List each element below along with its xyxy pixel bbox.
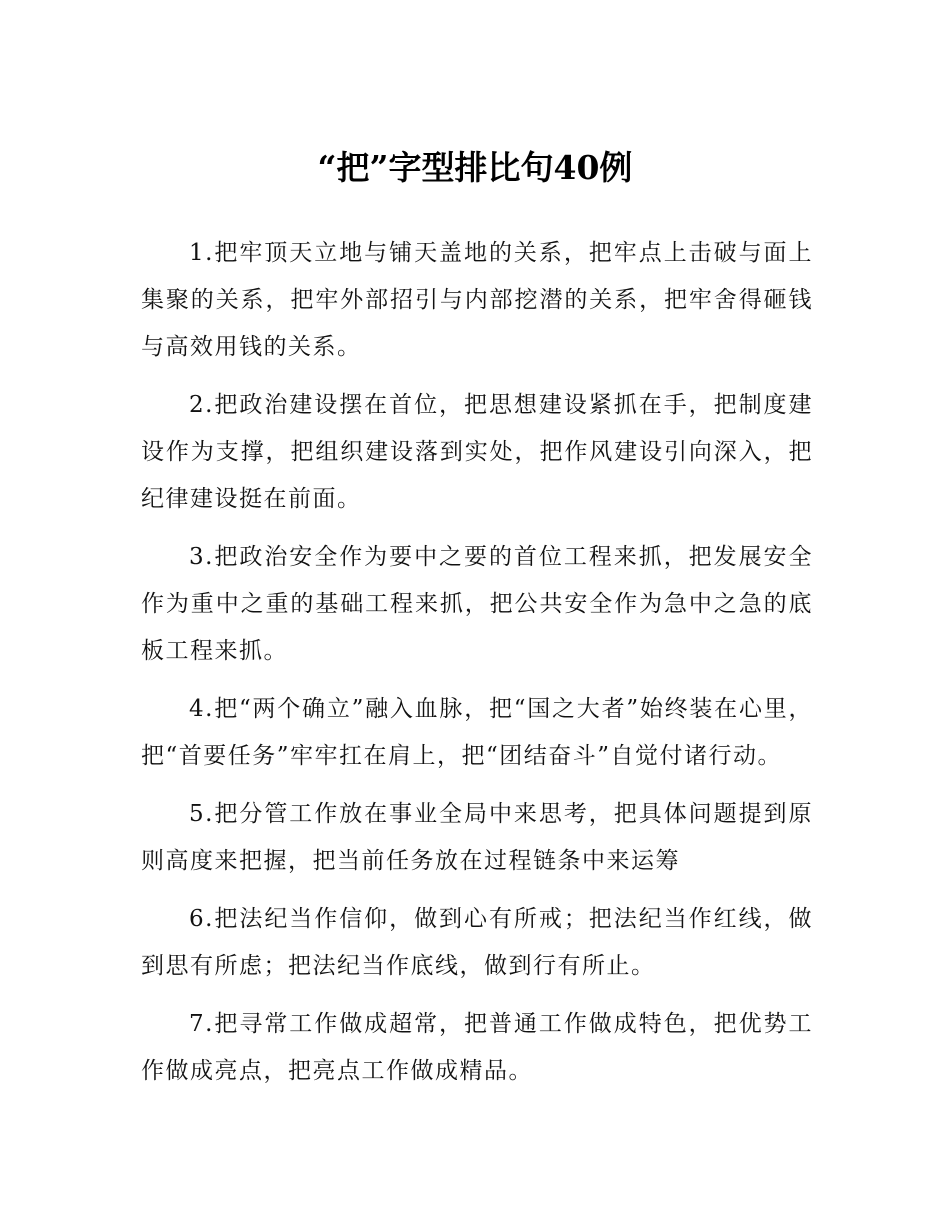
paragraph-6: 6.把法纪当作信仰，做到心有所戒；把法纪当作红线，做到思有所虑；把法纪当作底线，做到行有所止。 [141, 906, 813, 979]
document-title: “把”字型排比句40例 [317, 148, 633, 187]
paragraph-7: 7.把寻常工作做成超常，把普通工作做成特色，把优势工作做成亮点，把亮点工作做成精品。 [141, 1011, 813, 1084]
paragraph-3: 3.把政治安全作为要中之要的首位工程来抓，把发展安全作为重中之重的基础工程来抓，把公共安全作为急中之急的底板工程来抓。 [141, 544, 813, 664]
document-body [141, 230, 813, 1106]
paragraph-5: 5.把分管工作放在事业全局中来思考，把具体问题提到原则高度来把握，把当前任务放在过程链条中来运筹 [141, 801, 813, 874]
paragraph-1: 1.把牢顶天立地与铺天盖地的关系，把牢点上击破与面上集聚的关系，把牢外部招引与内部挖潜的关系，把牢舍得砸钱与高效用钱的关系。 [141, 240, 813, 360]
paragraph-4: 4.把“两个确立”融入血脉，把“国之大者”始终装在心里，把“首要任务”牢牢扛在肩上，把“团结奋斗”自觉付诸行动。 [141, 696, 813, 769]
paragraph-2: 2.把政治建设摆在首位，把思想建设紧抓在手，把制度建设作为支撑，把组织建设落到实处，把作风建设引向深入，把纪律建设挺在前面。 [141, 392, 813, 512]
